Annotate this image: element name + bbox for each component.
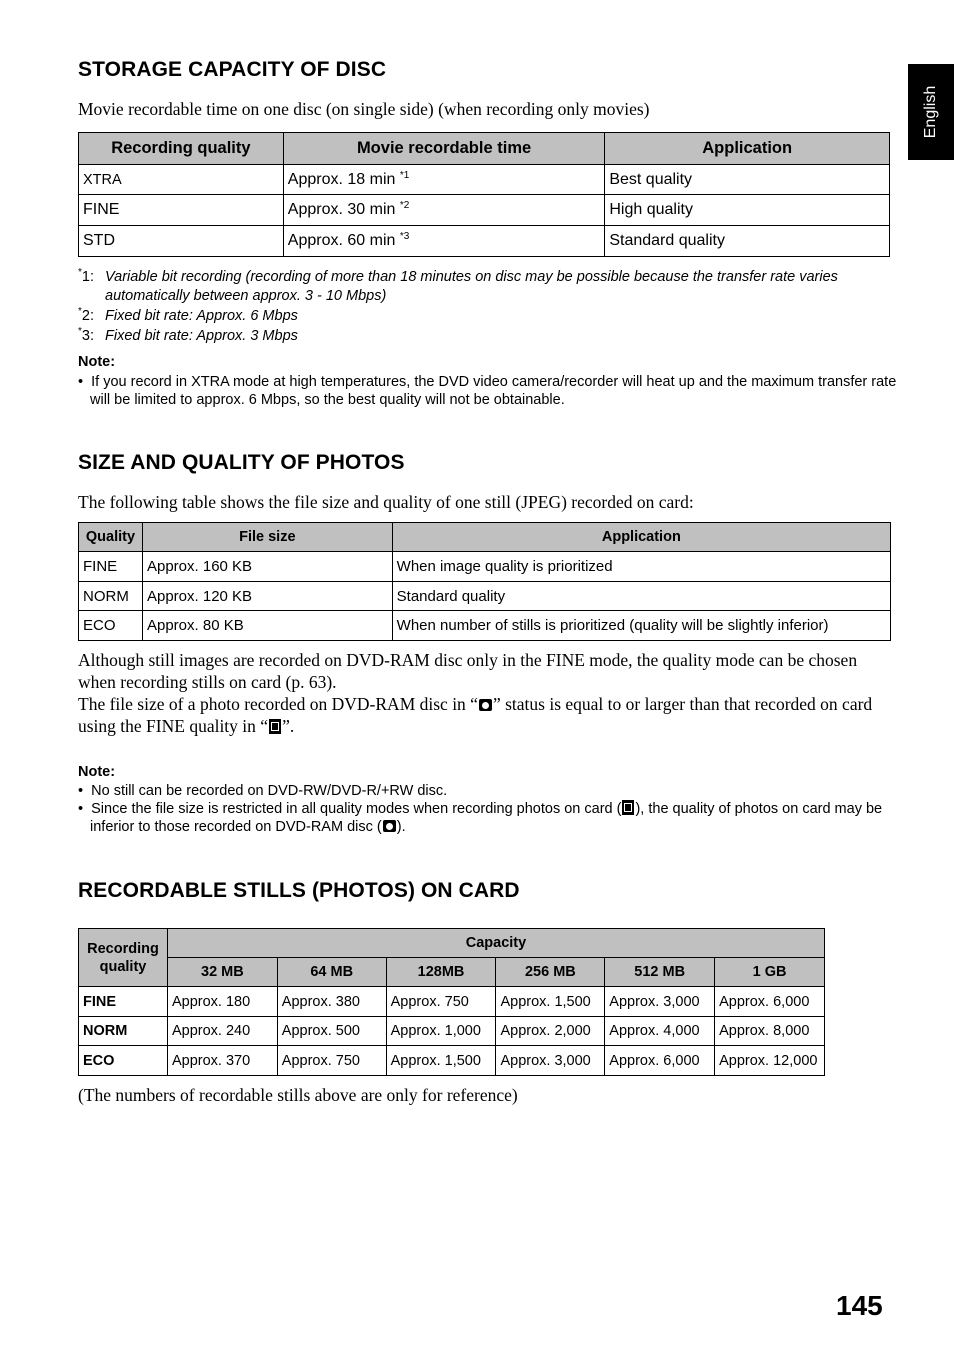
card-icon (622, 800, 634, 815)
value-cell: Approx. 750 (277, 1046, 386, 1076)
table-row (79, 987, 825, 1017)
value-cell: Approx. 500 (277, 1017, 386, 1046)
language-tab-label: English (922, 85, 939, 139)
note-label: Note: (78, 764, 116, 780)
column-header: 128MB (386, 958, 496, 987)
table-header-row (79, 133, 890, 165)
value-cell: Approx. 180 (167, 987, 277, 1017)
value-cell: Approx. 8,000 (715, 1017, 825, 1046)
application-cell: Standard quality (392, 582, 890, 611)
camera-icon (383, 820, 396, 832)
footnote-ref: *3 (399, 231, 410, 242)
value-cell: Approx. 750 (386, 987, 496, 1017)
quality-cell: FINE (79, 552, 143, 582)
footnotes (78, 268, 878, 346)
table-row (79, 1046, 825, 1076)
value-cell: Approx. 6,000 (605, 1046, 715, 1076)
column-header: 1 GB (715, 958, 825, 987)
footnote: *3: Fixed bit rate: Approx. 3 Mbps (78, 326, 298, 344)
value-cell: Approx. 1,000 (386, 1017, 496, 1046)
value-cell: Approx. 1,500 (386, 1046, 496, 1076)
table-row (79, 582, 891, 611)
note-bullet: • If you record in XTRA mode at high temperatures, the DVD video camera/recorder will heat up and the maximum transfer rate will be limited to approx. 6 Mbps, so the best quality will not be obtainable. (78, 374, 897, 408)
photos-intro: The following table shows the file size and quality of one still (JPEG) recorded on card: (78, 492, 694, 512)
column-header: 256 MB (496, 958, 605, 987)
table-row (79, 226, 890, 257)
storage-intro: Movie recordable time on one disc (on single side) (when recording only movies) (78, 99, 650, 119)
value-cell: Approx. 3,000 (605, 987, 715, 1017)
time-cell: Approx. 30 min $^{*2}$ (283, 195, 605, 226)
value-cell: Approx. 12,000 (715, 1046, 825, 1076)
quality-cell: FINE (79, 195, 284, 226)
camera-icon (479, 699, 492, 711)
time-cell: Approx. 60 min $^{*3}$ (283, 226, 605, 257)
value-cell: Approx. 6,000 (715, 987, 825, 1017)
application-cell: When image quality is prioritized (392, 552, 890, 582)
footnote: *1: Variable bit recording (recording of more than 18 minutes on disc may be possible because the transfer rate varies automatically between approx. 3 - 10 Mbps) (78, 267, 838, 304)
photos-para-2: The file size of a photo recorded on DVD-RAM disc in “ ” status is equal to or larger than that recorded on card using the FINE quality in “ ”. (78, 694, 873, 736)
column-header: Quality (79, 523, 143, 552)
column-header: Application (605, 133, 890, 165)
reference-note: (The numbers of recordable stills above are only for reference) (78, 1085, 518, 1105)
value-cell: Approx. 4,000 (605, 1017, 715, 1046)
photo-size-table (78, 522, 891, 641)
application-cell: When number of stills is prioritized (quality will be slightly inferior) (392, 611, 890, 641)
size-cell: Approx. 80 KB (142, 611, 392, 641)
application-cell: Standard quality (605, 226, 890, 257)
size-cell: Approx. 120 KB (142, 582, 392, 611)
quality-cell: FINE (79, 987, 168, 1017)
card-icon (269, 719, 281, 734)
table-header-row (79, 523, 891, 552)
column-header: 32 MB (167, 958, 277, 987)
table-row (79, 195, 890, 226)
quality-cell: NORM (79, 1017, 168, 1046)
column-header: File size (142, 523, 392, 552)
table-row (79, 165, 890, 195)
note-label: Note: (78, 354, 116, 370)
table-row (79, 1017, 825, 1046)
quality-cell: ECO (79, 1046, 168, 1076)
column-header: Recording quality (79, 133, 284, 165)
column-header: Application (392, 523, 890, 552)
note-bullet: • No still can be recorded on DVD-RW/DVD-R/+RW disc. (78, 783, 448, 799)
recordable-stills-table (78, 928, 825, 1076)
row-header: Recording quality (79, 929, 168, 987)
quality-cell: XTRA (79, 165, 284, 195)
column-header: 512 MB (605, 958, 715, 987)
capacity-header-row (79, 958, 825, 987)
footnote: *2: Fixed bit rate: Approx. 6 Mbps (78, 306, 298, 324)
section-heading-photos: SIZE AND QUALITY OF PHOTOS (78, 451, 405, 474)
column-header: Movie recordable time (283, 133, 605, 165)
column-header: 64 MB (277, 958, 386, 987)
value-cell: Approx. 380 (277, 987, 386, 1017)
application-cell: Best quality (605, 165, 890, 195)
storage-table (78, 132, 890, 257)
photos-para-1: Although still images are recorded on DVD-RAM disc only in the FINE mode, the quality mode can be chosen when recording stills on card (p. 63). (78, 650, 858, 692)
size-cell: Approx. 160 KB (142, 552, 392, 582)
table-header-row (79, 929, 825, 958)
footnote-ref: *2 (399, 200, 410, 211)
value-cell: Approx. 240 (167, 1017, 277, 1046)
section-heading-storage: STORAGE CAPACITY OF DISC (78, 58, 387, 81)
time-cell: Approx. 18 min $^{*1}$ (283, 165, 605, 195)
capacity-header: Capacity (167, 929, 824, 958)
footnote-ref: *1 (399, 169, 410, 181)
language-tab (908, 64, 954, 160)
table-row (79, 552, 891, 582)
value-cell: Approx. 1,500 (496, 987, 605, 1017)
value-cell: Approx. 3,000 (496, 1046, 605, 1076)
value-cell: Approx. 2,000 (496, 1017, 605, 1046)
quality-cell: ECO (79, 611, 143, 641)
value-cell: Approx. 370 (167, 1046, 277, 1076)
note-bullet: • Since the file size is restricted in all quality modes when recording photos on card ( ), the quality of photos on card may be inferior to those recorded on DVD-RAM disc ( ). (78, 801, 883, 835)
table-row (79, 611, 891, 641)
section-heading-stills: RECORDABLE STILLS (PHOTOS) ON CARD (78, 879, 520, 902)
quality-cell: STD (79, 226, 284, 257)
page-number: 145 (836, 1290, 883, 1321)
quality-cell: NORM (79, 582, 143, 611)
application-cell: High quality (605, 195, 890, 226)
